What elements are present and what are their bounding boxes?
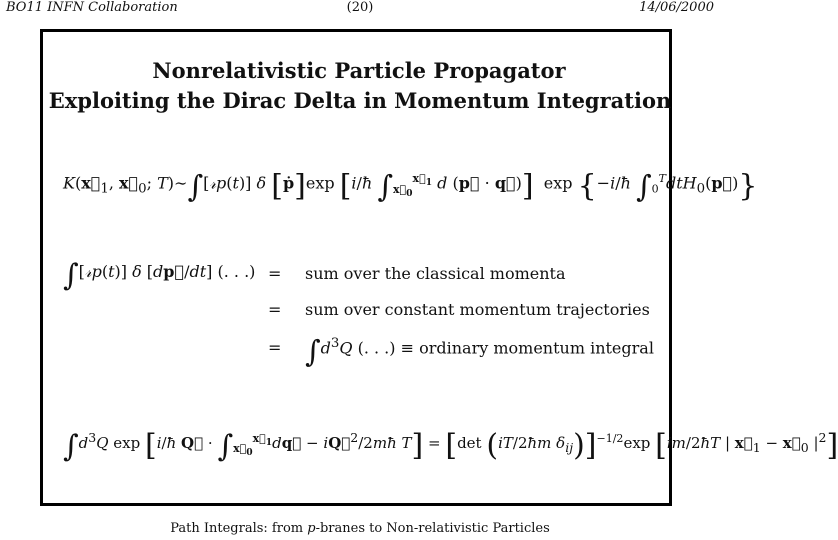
eq-row-3-math: $\int d^3Q$ (. . .) ≡ ordinary momentum integral bbox=[305, 334, 654, 370]
equals-sign-3: = bbox=[268, 338, 282, 357]
equation-delta-lhs: ∫[𝓇p(t)] δ [dp⃗/dt] (. . .) bbox=[63, 258, 256, 293]
slide-frame bbox=[40, 29, 838, 506]
slide-title-line1: Nonrelativistic Particle Propagator bbox=[152, 58, 566, 83]
header-page-number: (20) bbox=[346, 0, 374, 15]
footer-caption bbox=[0, 521, 720, 536]
equals-sign-2: = bbox=[268, 300, 282, 319]
equation-gaussian: $\int d^3Q$ exp [i/ħ Q⃗ · $\int_{x⃗_0}^{x⃗_1}dq⃗$ − iQ⃗$^2$/2mħ T] = [det (iT/2ħm $\delta_{ij})]^{-1/2}\exp$ [im/2ħT | $x⃗_1$ − $x⃗_0$ $|^2$] bbox=[63, 428, 838, 464]
header-left: BO11 INFN Collaboration bbox=[6, 0, 178, 15]
eq-row-2-rhs: sum over constant momentum trajectories bbox=[305, 300, 650, 319]
slide-title-line2: Exploiting the Dirac Delta in Momentum Integration bbox=[48, 88, 672, 113]
equation-propagator: $K(x⃗_1$, $x⃗_0$; T)∼∫[𝓇p(t)] δ [ṗ]exp [i/ħ $\int_{x⃗_0}^{x⃗_1}$ d (p⃗ · q⃗)] exp {−i/ħ $\int_0^TdtH_0(p⃗)$} bbox=[63, 168, 758, 205]
footer-text-pre: Path Integrals: from bbox=[170, 521, 308, 536]
header-date: 14/06/2000 bbox=[639, 0, 714, 15]
eq-row-3-rhs: ordinary momentum integral bbox=[419, 338, 654, 358]
equals-sign-1: = bbox=[268, 264, 282, 283]
eq-row-1-rhs: sum over the classical momenta bbox=[305, 264, 566, 283]
footer-text-post: -branes to Non-relativistic Particles bbox=[315, 521, 550, 536]
footer-text-p: p bbox=[307, 521, 316, 536]
